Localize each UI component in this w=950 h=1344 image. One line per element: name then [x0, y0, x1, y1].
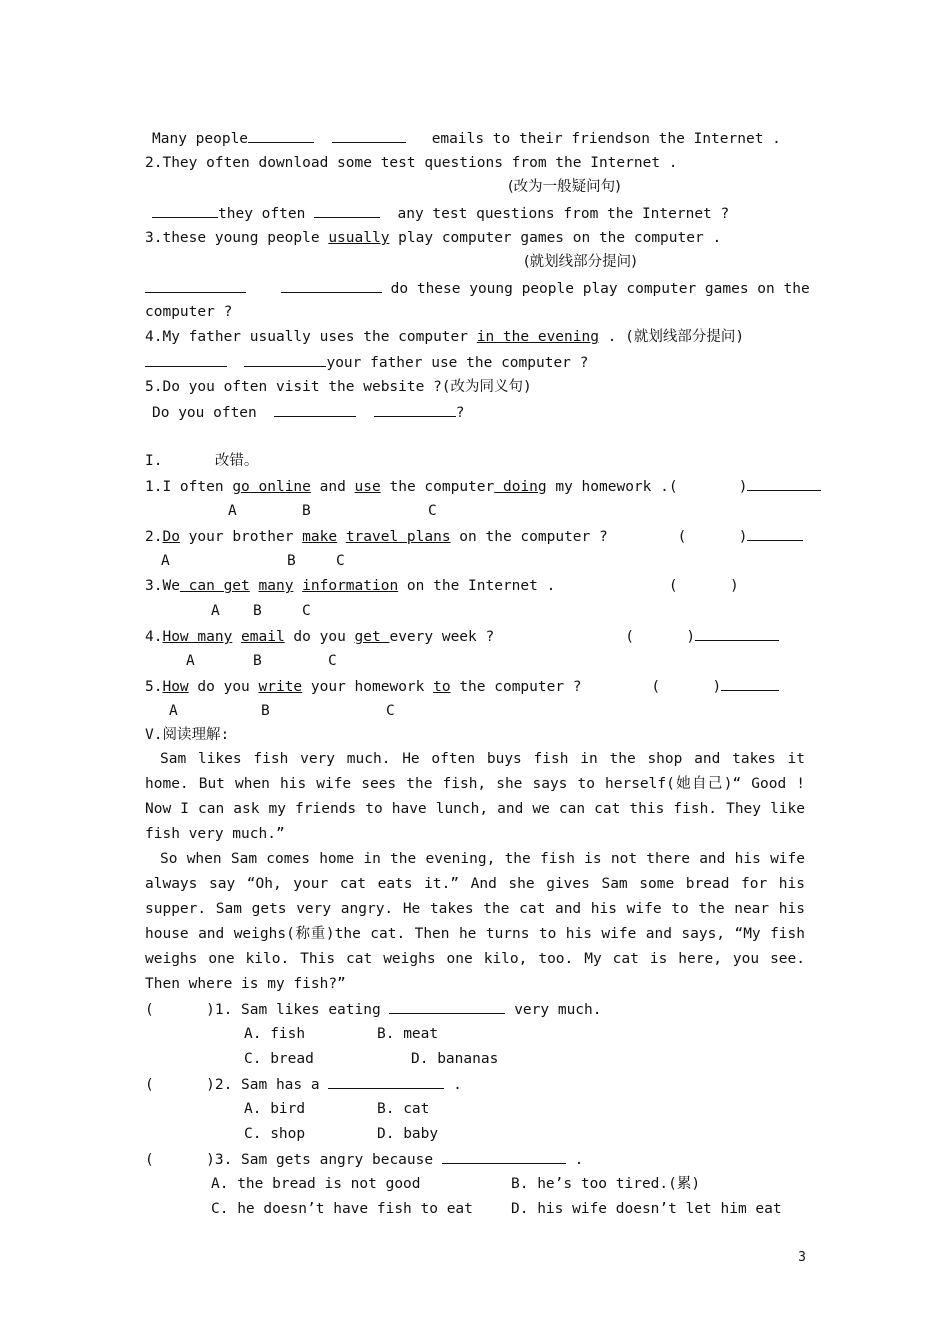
- e3-line: [145, 576, 739, 596]
- reading-paragraph-2: So when Sam comes home in the evening, the fish is not there and his wife always say “Oh, your cat eats it.” And she gives Sam some bread for his supper. Sam gets very angry. He takes the cat and his wife to the near his house and weighs(称重)the cat. Then he turns to his wife and says, “My fish weighs one kilo. This cat weighs one kilo, too. My cat is here, you see. Then where is my fish?”: [145, 851, 805, 992]
- answer-blank[interactable]: [281, 278, 382, 293]
- answer-blank[interactable]: [442, 1149, 566, 1164]
- q3-option-a[interactable]: A. the bread is not good: [211, 1176, 421, 1192]
- e1-text: 1.I often: [145, 479, 233, 495]
- question-stem: 3. Sam gets angry because: [214, 1152, 434, 1168]
- e4-option-a: How many: [162, 629, 233, 645]
- question-tail: very much.: [514, 1002, 602, 1018]
- e4-paren-close: ): [686, 629, 696, 645]
- e3-text: [250, 578, 259, 594]
- e3-option-c: information: [302, 578, 399, 594]
- question-stem: 1. Sam likes eating: [214, 1002, 381, 1018]
- answer-paren[interactable]: ( ): [145, 1002, 215, 1018]
- section-title: 改错。: [214, 453, 259, 469]
- section-title-reading: V.阅读理解:: [145, 727, 230, 743]
- e4-text: 4.: [145, 629, 163, 645]
- e1-text: my homework .(: [546, 479, 678, 495]
- q2-option-a[interactable]: A. bird: [244, 1101, 306, 1117]
- e2-label-c: C: [336, 553, 345, 569]
- q1-option-a[interactable]: A. fish: [244, 1026, 306, 1042]
- e2-text: 2.: [145, 529, 163, 545]
- q5-answer-line: [152, 402, 464, 423]
- question-stem: 2. Sam has a: [214, 1077, 320, 1093]
- e1-text: and: [310, 479, 355, 495]
- answer-blank[interactable]: [145, 278, 246, 293]
- e4-text: do you: [284, 629, 355, 645]
- q3-option-b[interactable]: B. he’s too tired.(累): [511, 1176, 701, 1192]
- e2-text: your brother: [179, 529, 303, 545]
- e4-text: every week ?: [389, 629, 495, 645]
- e3-label-b: B: [253, 603, 262, 619]
- answer-blank[interactable]: [145, 352, 227, 367]
- e3-text: on the Internet .: [398, 578, 556, 594]
- e5-option-b: write: [258, 679, 303, 695]
- q2-option-d[interactable]: D. baby: [377, 1126, 439, 1142]
- answer-blank[interactable]: [248, 128, 314, 143]
- reading-paragraph-1: Sam likes fish very much. He often buys fish in the shop and takes it home. But when his wife sees the fish, she says to herself(她自己)“ Good ! Now I can ask my friends to have lunch, and we can cat this fish. They like fish very much.”: [145, 751, 805, 842]
- q3-option-d[interactable]: D. his wife doesn’t let him eat: [511, 1201, 782, 1217]
- e1-line: [145, 476, 821, 497]
- q1-text-a: Many people: [152, 131, 249, 147]
- e2-option-c: travel plans: [345, 529, 451, 545]
- e2-label-a: A: [161, 553, 170, 569]
- q3-instruction: (就划线部分提问): [524, 254, 637, 270]
- q4-answer-line: [145, 352, 588, 373]
- e2-option-a: Do: [162, 529, 180, 545]
- e1-label-a: A: [228, 503, 237, 519]
- e3-label-c: C: [302, 603, 311, 619]
- answer-blank[interactable]: [721, 676, 779, 691]
- e4-label-a: A: [186, 653, 195, 669]
- answer-paren[interactable]: ( ): [145, 1152, 215, 1168]
- q1-option-c[interactable]: C. bread: [244, 1051, 314, 1067]
- e1-option-b: use: [354, 479, 381, 495]
- mc-question-1: [145, 999, 602, 1020]
- answer-blank[interactable]: [332, 128, 406, 143]
- answer-blank[interactable]: [314, 203, 380, 218]
- e4-label-c: C: [328, 653, 337, 669]
- answer-blank[interactable]: [374, 402, 456, 417]
- e3-option-b: many: [258, 578, 294, 594]
- e3-paren-close: ): [729, 578, 739, 594]
- q4-text-b: . (就划线部分提问): [598, 329, 745, 345]
- e5-text: your homework: [302, 679, 434, 695]
- answer-blank[interactable]: [695, 626, 779, 641]
- e3-text: 3.We: [145, 578, 180, 594]
- e5-option-c: to: [433, 679, 451, 695]
- answer-blank[interactable]: [274, 402, 356, 417]
- e2-paren-close: ): [738, 529, 748, 545]
- q3-option-c[interactable]: C. he doesn’t have fish to eat: [211, 1201, 473, 1217]
- e3-option-a: can get: [179, 578, 250, 594]
- answer-paren[interactable]: ( ): [145, 1077, 215, 1093]
- e5-label-b: B: [261, 703, 270, 719]
- e2-option-b: make: [302, 529, 338, 545]
- q3-underlined: usually: [328, 230, 390, 246]
- q1-option-d[interactable]: D. bananas: [411, 1051, 499, 1067]
- e4-option-b: email: [241, 629, 285, 645]
- e2-label-b: B: [287, 553, 296, 569]
- e1-option-a: go online: [232, 479, 311, 495]
- section-title-errors: [145, 451, 258, 471]
- e5-label-c: C: [386, 703, 395, 719]
- answer-blank[interactable]: [747, 526, 803, 541]
- e3-label-a: A: [211, 603, 220, 619]
- answer-blank[interactable]: [328, 1074, 444, 1089]
- q1-text-b: emails to their friendson the Internet .: [431, 131, 781, 147]
- e1-text: the computer: [380, 479, 495, 495]
- question-tail: .: [574, 1152, 584, 1168]
- e5-paren-open: (: [651, 679, 661, 695]
- e5-line: [145, 676, 779, 697]
- e4-line: [145, 626, 779, 647]
- q2-option-b[interactable]: B. cat: [377, 1101, 430, 1117]
- q3-answer-cont: computer ?: [145, 304, 233, 320]
- e5-text: the computer ?: [450, 679, 582, 695]
- answer-blank[interactable]: [747, 476, 821, 491]
- e5-option-a: How: [162, 679, 189, 695]
- e1-option-c: doing: [494, 479, 547, 495]
- q4-text-a: 4.My father usually uses the computer: [145, 329, 477, 345]
- page-number: 3: [798, 1250, 806, 1265]
- q3-line: [145, 228, 721, 248]
- answer-blank[interactable]: [152, 203, 218, 218]
- answer-blank[interactable]: [389, 999, 505, 1014]
- mc-question-2: [145, 1074, 462, 1095]
- q3-text-a: 3.these young people: [145, 230, 329, 246]
- e5-paren-close: ): [712, 679, 722, 695]
- e5-text: 5.: [145, 679, 163, 695]
- question-tail: .: [453, 1077, 462, 1093]
- q1-option-b[interactable]: B. meat: [377, 1026, 439, 1042]
- e5-label-a: A: [169, 703, 178, 719]
- q3-answer-text: do these young people play computer games on the: [390, 281, 810, 297]
- e2-line: [145, 526, 803, 547]
- q1-line: [152, 128, 781, 149]
- q3-text-b: play computer games on the computer .: [389, 230, 722, 246]
- q2-answer-text-a: they often: [218, 206, 306, 222]
- section-number: I.: [145, 453, 163, 469]
- q2-instruction: (改为一般疑问句): [508, 179, 621, 195]
- e3-text: [293, 578, 302, 594]
- answer-blank[interactable]: [244, 352, 326, 367]
- e4-text: [232, 629, 241, 645]
- q2-answer-line: [152, 203, 729, 224]
- q2-option-c[interactable]: C. shop: [244, 1126, 306, 1142]
- e5-text: do you: [188, 679, 259, 695]
- e4-option-c: get: [354, 629, 390, 645]
- e3-paren-open: (: [668, 578, 678, 594]
- mc-question-3: [145, 1149, 583, 1170]
- q3-answer-line: [145, 278, 810, 299]
- e1-paren-close: ): [738, 479, 748, 495]
- e2-paren-open: (: [677, 529, 687, 545]
- e1-label-b: B: [302, 503, 311, 519]
- q4-answer-text: your father use the computer ?: [326, 355, 589, 371]
- e4-label-b: B: [253, 653, 262, 669]
- q2-answer-text-b: any test questions from the Internet ?: [397, 206, 730, 222]
- e2-text: on the computer ?: [450, 529, 608, 545]
- q5-answer-text: Do you often: [152, 405, 257, 421]
- e1-label-c: C: [428, 503, 437, 519]
- q4-line: [145, 327, 744, 347]
- q5-text: 5.Do you often visit the website ?(改为同义句): [145, 379, 532, 395]
- e2-text: [337, 529, 346, 545]
- e4-paren-open: (: [625, 629, 634, 645]
- q4-underlined: in the evening: [476, 329, 599, 345]
- q5-answer-end: ?: [455, 405, 465, 421]
- q2-text: 2.They often download some test questions from the Internet .: [145, 155, 678, 171]
